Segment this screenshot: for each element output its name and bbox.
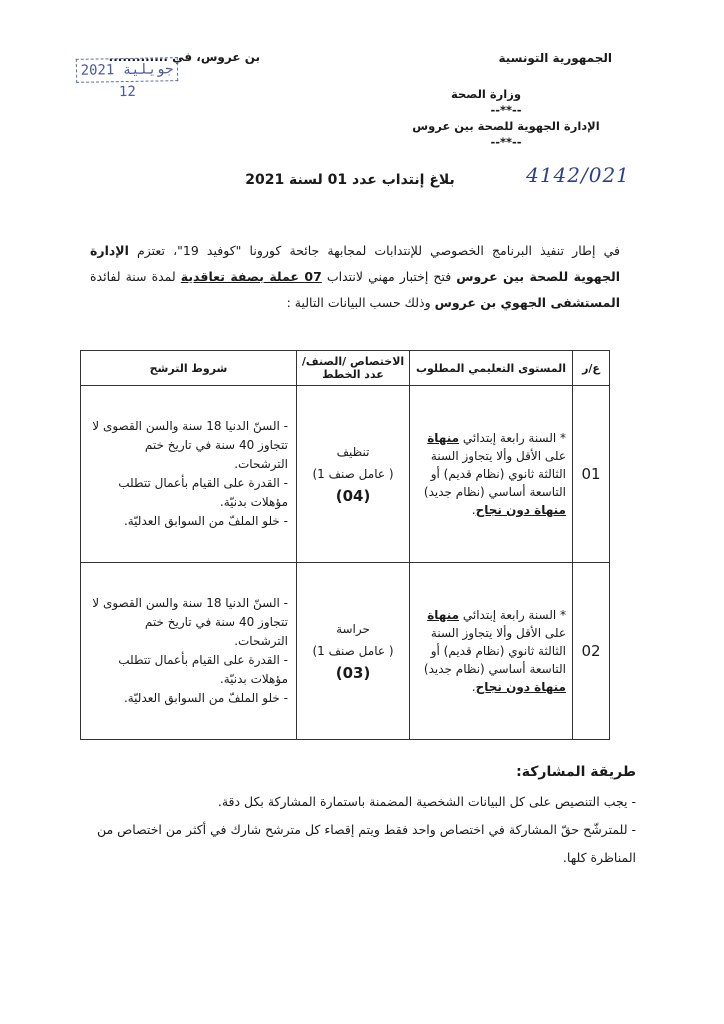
edu-text: على الأقل وألا يتجاوز السنة الثالثة ثانوي (نظام قديم) أو التاسعة أساسي (نظام جديد) xyxy=(423,449,566,499)
conditions-cell xyxy=(81,386,297,563)
edu-no-pass: منهاة دون نجاح xyxy=(475,503,566,517)
intro-positions: 07 عملة بصفة تعاقدية xyxy=(180,269,322,284)
separator: --**-- xyxy=(490,135,522,149)
edu-text: . xyxy=(471,503,476,517)
republic-name: الجمهورية التونسية xyxy=(498,51,612,65)
col-education: المستوى التعليمي المطلوب xyxy=(410,351,573,386)
date-stamp: 2021 جويلية 12 xyxy=(76,57,178,83)
condition-item: - السنّ الدنيا 18 سنة والسن القصوى لا تتجاوز 40 سنة في تاريخ ختم الترشحات. xyxy=(92,419,288,471)
specialty-cell xyxy=(297,563,410,740)
administration-block xyxy=(376,86,636,150)
table-header-row xyxy=(81,351,610,386)
place-date: بن عروس، في ............. xyxy=(108,50,260,64)
edu-text: * السنة رابعة إبتدائي xyxy=(459,608,566,622)
edu-text: على الأقل وألا يتجاوز السنة الثالثة ثانوي (نظام قديم) أو التاسعة أساسي (نظام جديد) xyxy=(423,626,566,676)
intro-text: في إطار تنفيذ البرنامج الخصوصي للإنتدابات لمجابهة جائحة كورونا "كوفيد 19"، تعتزم xyxy=(128,243,620,258)
participation-list xyxy=(86,788,636,872)
specialty-name: حراسة xyxy=(336,622,370,636)
participation-title: طريقة المشاركة: xyxy=(516,764,636,780)
specialty-name: تنظيف xyxy=(336,445,370,459)
letterhead xyxy=(412,50,612,66)
edu-text: . xyxy=(471,680,476,694)
participation-item: - للمترشّح حقّ المشاركة في اختصاص واحد فقط ويتم إقصاء كل مترشح شارك في أكثر من اختصاص من المناظرة كلها. xyxy=(96,822,636,865)
conditions-cell xyxy=(81,563,297,740)
col-conditions: شروط الترشح xyxy=(81,351,297,386)
positions-count: (03) xyxy=(335,664,371,682)
positions-table xyxy=(80,350,610,740)
condition-item: - خلو الملفّ من السوابق العدليّة. xyxy=(123,691,288,705)
positions-count: (04) xyxy=(335,487,371,505)
edu-text: * السنة رابعة إبتدائي xyxy=(459,431,566,445)
participation-item: - يجب التنصيص على كل البيانات الشخصية المضمنة باستمارة المشاركة بكل دقة. xyxy=(217,794,636,809)
edu-completed: منهاة xyxy=(427,608,460,622)
row-number: 02 xyxy=(573,563,610,740)
regional-directorate: الإدارة الجهوية للصحة بين عروس xyxy=(412,119,600,133)
condition-item: - خلو الملفّ من السوابق العدليّة. xyxy=(123,514,288,528)
intro-paragraph xyxy=(90,238,620,316)
intro-text: فتح إختبار مهني لانتداب xyxy=(321,269,457,284)
document-title: بلاغ إنتداب عدد 01 لسنة 2021 xyxy=(245,172,455,188)
col-specialty: الاختصاص /الصنف/ عدد الخطط xyxy=(297,351,410,386)
condition-item: - القدرة على القيام بأعمال تتطلب مؤهلات بدنيّة. xyxy=(118,476,288,509)
intro-text: وذلك حسب البيانات التالية : xyxy=(286,295,435,310)
intro-hospital: المستشفى الجهوي بن عروس xyxy=(434,295,620,310)
edu-completed: منهاة xyxy=(427,431,460,445)
specialty-grade: ( عامل صنف 1) xyxy=(312,467,394,481)
condition-item: - القدرة على القيام بأعمال تتطلب مؤهلات بدنيّة. xyxy=(118,653,288,686)
table-row xyxy=(81,563,610,740)
intro-directorate: الإدارة الجهوية للصحة بين عروس xyxy=(90,243,620,284)
table-row xyxy=(81,386,610,563)
specialty-cell xyxy=(297,386,410,563)
education-requirement xyxy=(410,386,573,563)
edu-no-pass: منهاة دون نجاح xyxy=(475,680,566,694)
intro-text: لمدة سنة لفائدة xyxy=(90,269,181,284)
col-number: ع/ر xyxy=(573,351,610,386)
reference-number: 4142/021 xyxy=(526,163,630,187)
separator: --**-- xyxy=(490,103,522,117)
row-number: 01 xyxy=(573,386,610,563)
education-requirement xyxy=(410,563,573,740)
ministry-name: وزارة الصحة xyxy=(451,87,521,101)
condition-item: - السنّ الدنيا 18 سنة والسن القصوى لا تتجاوز 40 سنة في تاريخ ختم الترشحات. xyxy=(92,596,288,648)
specialty-grade: ( عامل صنف 1) xyxy=(312,644,394,658)
